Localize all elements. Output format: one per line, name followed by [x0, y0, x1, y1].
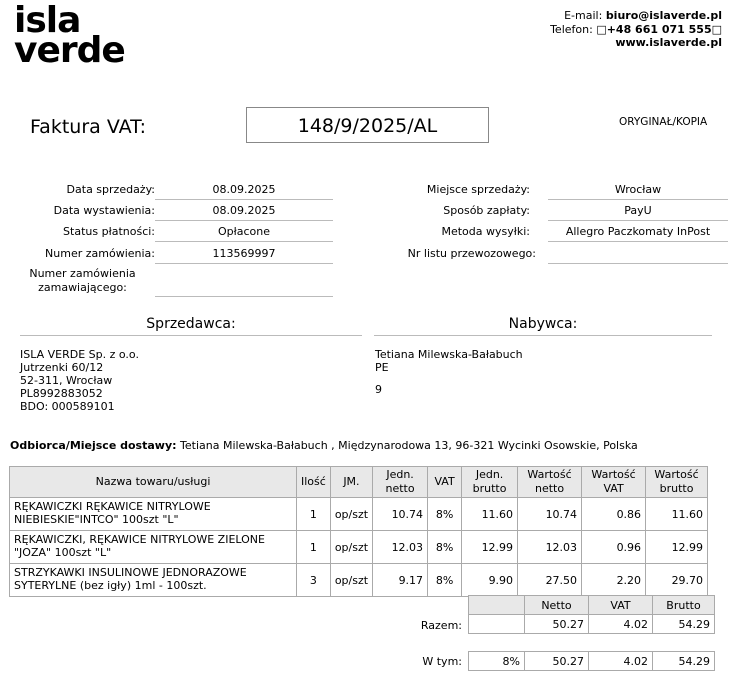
email-label: E-mail:	[564, 9, 603, 22]
item-qty: 1	[297, 498, 331, 531]
delivery-label: Odbiorca/Miejsce dostawy:	[10, 439, 177, 452]
table-row	[10, 564, 708, 597]
client-order-number-value	[155, 278, 333, 297]
website-link[interactable]: www.islaverde.pl	[615, 36, 722, 49]
logo-line-1: isla	[14, 0, 81, 41]
seller-line: ISLA VERDE Sp. z o.o.	[20, 348, 139, 361]
item-unit: op/szt	[330, 498, 372, 531]
contact-block	[550, 9, 722, 50]
vat-breakdown-table	[468, 651, 715, 671]
buyer-line: 9	[375, 383, 382, 396]
item-net-value: 12.03	[518, 531, 582, 564]
column-header: JM.	[330, 467, 372, 498]
payment-status-label: Status płatności:	[63, 225, 155, 238]
company-logo	[14, 0, 125, 71]
item-net-value: 10.74	[518, 498, 582, 531]
item-qty: 3	[297, 564, 331, 597]
waybill-label: Nr listu przewozowego:	[407, 247, 536, 260]
order-number-value: 113569997	[155, 245, 333, 264]
totals-header-row	[469, 596, 715, 615]
item-vat-rate: 8%	[428, 498, 462, 531]
breakdown-label: W tym:	[422, 655, 462, 668]
copy-label: ORYGINAŁ/KOPIA	[619, 116, 708, 128]
column-header: Wartość netto	[518, 467, 582, 498]
breakdown-gross: 54.29	[653, 652, 715, 671]
item-name: RĘKAWICZKI RĘKAWICE NITRYLOWE NIEBIESKIE"INTCO" 100szt "L"	[10, 498, 297, 531]
item-unit-gross: 9.90	[462, 564, 518, 597]
invoice-number: 148/9/2025/AL	[246, 107, 489, 143]
totals-empty-cell	[469, 615, 525, 634]
item-vat-value: 2.20	[582, 564, 646, 597]
column-header: Wartość brutto	[646, 467, 708, 498]
item-unit-net: 9.17	[373, 564, 428, 597]
totals-header: VAT	[589, 596, 653, 615]
shipping-method-value: Allegro Paczkomaty InPost	[548, 223, 728, 242]
table-row	[10, 531, 708, 564]
shipping-method-label: Metoda wysyłki:	[441, 225, 530, 238]
totals-header: Netto	[525, 596, 589, 615]
client-order-number-label: Numer zamówienia zamawiającego:	[29, 267, 136, 294]
table-header-row	[10, 467, 708, 498]
buyer-line: PE	[375, 361, 389, 374]
invoice-title: Faktura VAT:	[30, 116, 147, 138]
column-header: Wartość VAT	[582, 467, 646, 498]
breakdown-vat: 4.02	[589, 652, 653, 671]
buyer-line	[375, 367, 523, 383]
issue-date-label: Data wystawienia:	[53, 204, 155, 217]
item-name: STRZYKAWKI INSULINOWE JEDNORAZOWE SYTERYLNE (bez igły) 1ml - 100szt.	[10, 564, 297, 597]
column-header: Ilość	[297, 467, 331, 498]
phone-label: Telefon:	[550, 22, 593, 36]
payment-method-label: Sposób zapłaty:	[443, 204, 530, 217]
delivery-value: Tetiana Milewska-Bałabuch , Międzynarodowa 13, 96-321 Wycinki Osowskie, Polska	[180, 439, 638, 452]
item-vat-rate: 8%	[428, 531, 462, 564]
buyer-line: Tetiana Milewska-Bałabuch	[375, 348, 523, 361]
item-vat-value: 0.96	[582, 531, 646, 564]
order-number-label: Numer zamówienia:	[45, 247, 155, 260]
totals-row	[469, 615, 715, 634]
item-vat-rate: 8%	[428, 564, 462, 597]
totals-spacer	[469, 596, 525, 615]
item-unit-gross: 11.60	[462, 498, 518, 531]
item-unit: op/szt	[330, 531, 372, 564]
total-net: 50.27	[525, 615, 589, 634]
logo-line-2: verde	[14, 30, 125, 71]
item-unit-net: 12.03	[373, 531, 428, 564]
totals-table	[468, 595, 715, 634]
seller-heading: Sprzedawca:	[20, 316, 362, 336]
item-name: RĘKAWICZKI, RĘKAWICE NITRYLOWE ZIELONE "JOZA" 100szt "L"	[10, 531, 297, 564]
seller-line: PL8992883052	[20, 387, 103, 400]
item-net-value: 27.50	[518, 564, 582, 597]
waybill-value	[548, 245, 728, 264]
total-label: Razem:	[420, 619, 462, 632]
delivery-info	[10, 439, 638, 452]
column-header: Jedn. brutto	[462, 467, 518, 498]
sale-place-label: Miejsce sprzedaży:	[426, 183, 530, 196]
column-header: VAT	[428, 467, 462, 498]
total-gross: 54.29	[653, 615, 715, 634]
total-vat: 4.02	[589, 615, 653, 634]
sale-date-label: Data sprzedaży:	[66, 183, 155, 196]
item-unit: op/szt	[330, 564, 372, 597]
item-gross-value: 11.60	[646, 498, 708, 531]
payment-status-value: Opłacone	[155, 223, 333, 242]
phone-value: □+48 661 071 555□	[596, 22, 722, 36]
item-gross-value: 12.99	[646, 531, 708, 564]
vat-breakdown-row	[469, 652, 715, 671]
totals-header: Brutto	[653, 596, 715, 615]
breakdown-net: 50.27	[525, 652, 589, 671]
sale-date-value: 08.09.2025	[155, 181, 333, 200]
item-vat-value: 0.86	[582, 498, 646, 531]
items-table	[9, 466, 708, 597]
payment-method-value: PayU	[548, 202, 728, 221]
email-value[interactable]: biuro@islaverde.pl	[605, 9, 722, 22]
column-header: Nazwa towaru/usługi	[10, 467, 297, 498]
item-unit-net: 10.74	[373, 498, 428, 531]
breakdown-rate: 8%	[469, 652, 525, 671]
buyer-details	[375, 348, 523, 396]
seller-line: 52-311, Wrocław	[20, 374, 113, 387]
sale-place-value: Wrocław	[548, 181, 728, 200]
issue-date-value: 08.09.2025	[155, 202, 333, 221]
seller-details	[20, 348, 139, 413]
table-row	[10, 498, 708, 531]
item-unit-gross: 12.99	[462, 531, 518, 564]
seller-line: BDO: 000589101	[20, 400, 115, 413]
item-qty: 1	[297, 531, 331, 564]
column-header: Jedn. netto	[373, 467, 428, 498]
buyer-heading: Nabywca:	[374, 316, 712, 336]
item-gross-value: 29.70	[646, 564, 708, 597]
seller-line: Jutrzenki 60/12	[20, 361, 104, 374]
